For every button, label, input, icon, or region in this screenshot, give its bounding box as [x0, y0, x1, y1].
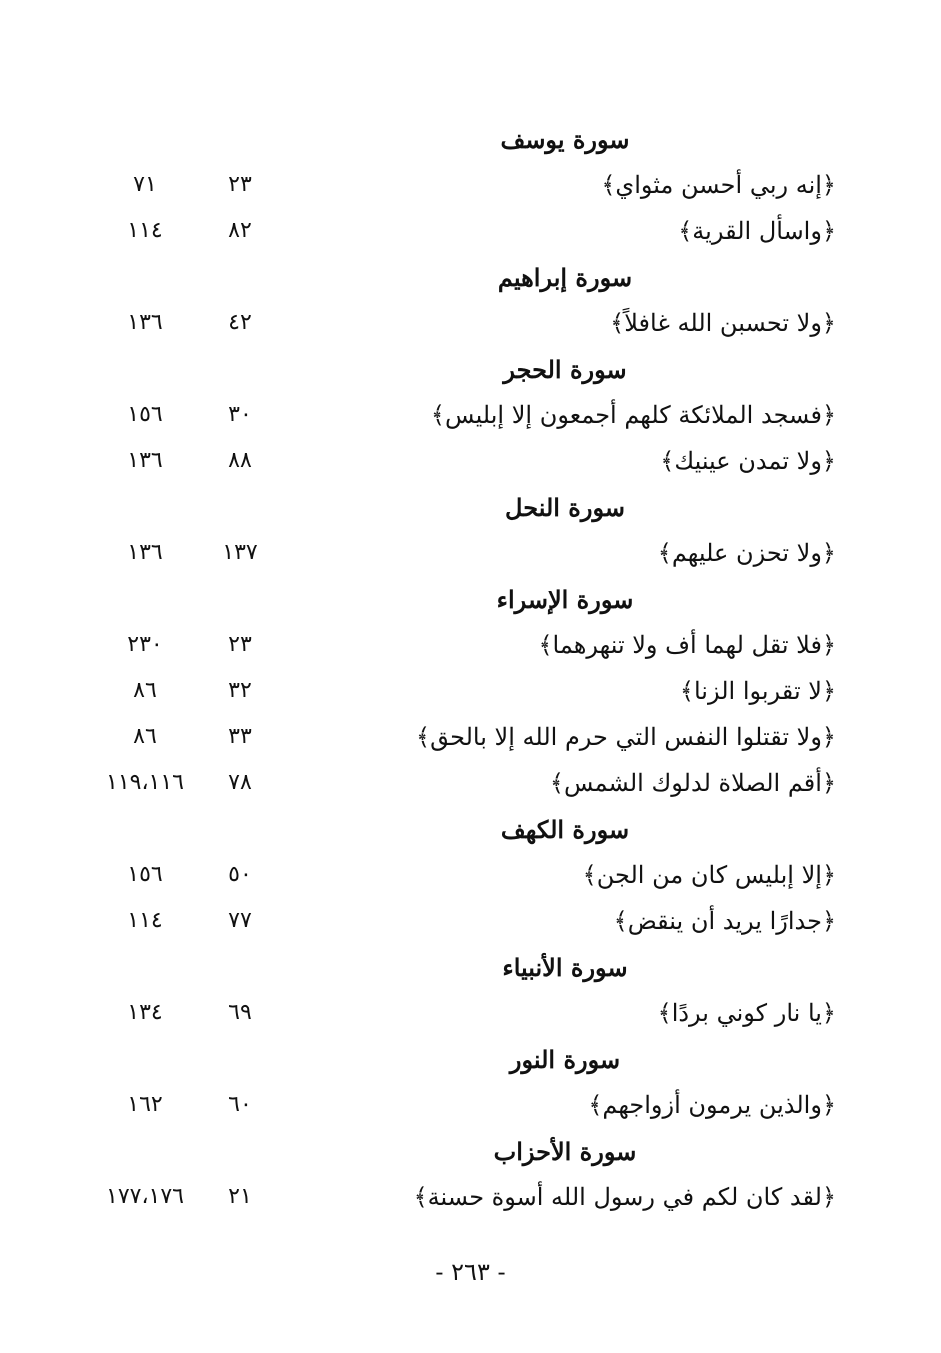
- verse-text: ﴿جدارًا يريد أن ينقض﴾: [613, 907, 836, 935]
- ayah-number: ٧٧: [228, 908, 252, 933]
- page-reference: ١٦٢: [127, 1092, 163, 1117]
- verse-text: ﴿أقم الصلاة لدلوك الشمس﴾: [549, 769, 836, 797]
- page-reference: ١٣٦: [127, 448, 163, 473]
- surah-heading-row: [0, 577, 941, 623]
- surah-heading: سورة يوسف: [500, 125, 630, 154]
- ayah-number: ٨٢: [228, 218, 252, 243]
- verse-entry-row: [0, 623, 941, 669]
- verse-text: ﴿والذين يرمون أزواجهم﴾: [588, 1091, 836, 1119]
- verse-text: ﴿لقد كان لكم في رسول الله أسوة حسنة﴾: [413, 1183, 836, 1211]
- surah-heading: سورة الأنبياء: [502, 953, 628, 982]
- surah-heading: سورة النور: [509, 1045, 621, 1074]
- verse-entry-row: [0, 715, 941, 761]
- verse-entry-row: [0, 761, 941, 807]
- verse-entry-row: [0, 1083, 941, 1129]
- verse-text: ﴿ولا تمدن عينيك﴾: [660, 447, 836, 475]
- surah-heading: سورة الإسراء: [496, 585, 634, 614]
- ayah-number: ٤٢: [228, 310, 252, 335]
- ayah-number: ٥٠: [228, 862, 252, 887]
- page-reference: ١٣٤: [127, 1000, 163, 1025]
- verse-entry-row: [0, 393, 941, 439]
- page-reference: ٢٣٠: [127, 632, 163, 657]
- verse-entry-row: [0, 439, 941, 485]
- verse-entry-row: [0, 163, 941, 209]
- page-reference: ١١٤: [127, 218, 163, 243]
- page-reference: ٨٦: [133, 724, 157, 749]
- verse-text: ﴿يا نار كوني بردًا﴾: [657, 999, 836, 1027]
- surah-heading: سورة الكهف: [500, 815, 630, 844]
- ayah-number: ٢١: [228, 1184, 252, 1209]
- verse-entry-row: [0, 899, 941, 945]
- page-reference: ١١٤: [127, 908, 163, 933]
- page-reference: ١٣٦: [127, 310, 163, 335]
- ayah-number: ٣٢: [228, 678, 252, 703]
- ayah-number: ٦٩: [228, 1000, 252, 1025]
- verse-text: ﴿فسجد الملائكة كلهم أجمعون إلا إبليس﴾: [430, 401, 836, 429]
- page-number: - ٢٦٣ -: [435, 1258, 506, 1286]
- verse-entry-row: [0, 853, 941, 899]
- verse-entry-row: [0, 991, 941, 1037]
- ayah-number: ٣٣: [228, 724, 252, 749]
- ayah-number: ٢٣: [228, 172, 252, 197]
- ayah-number: ٦٠: [228, 1092, 252, 1117]
- verse-text: ﴿لا تقربوا الزنا﴾: [679, 677, 836, 705]
- surah-heading: سورة إبراهيم: [497, 263, 633, 292]
- page-reference: ٨٦: [133, 678, 157, 703]
- surah-heading: سورة النحل: [505, 493, 625, 522]
- ayah-number: ٧٨: [228, 770, 252, 795]
- verse-text: ﴿واسأل القرية﴾: [678, 217, 836, 245]
- page-reference: ١٥٦: [127, 402, 163, 427]
- verse-entry-row: [0, 301, 941, 347]
- verse-text: ﴿فلا تقل لهما أف ولا تنهرهما﴾: [538, 631, 836, 659]
- surah-heading-row: [0, 945, 941, 991]
- verse-text: ﴿ولا تحزن عليهم﴾: [657, 539, 836, 567]
- ayah-number: ٣٠: [228, 402, 252, 427]
- surah-heading-row: [0, 117, 941, 163]
- verse-entry-row: [0, 531, 941, 577]
- page-reference: ٧١: [133, 172, 157, 197]
- surah-heading: سورة الحجر: [503, 355, 627, 384]
- surah-heading: سورة الأحزاب: [493, 1137, 637, 1166]
- verse-text: ﴿ولا تقتلوا النفس التي حرم الله إلا بالحق﴾: [416, 723, 836, 751]
- verse-text: ﴿إنه ربي أحسن مثواي﴾: [601, 171, 836, 199]
- ayah-number: ٢٣: [228, 632, 252, 657]
- verse-entry-row: [0, 209, 941, 255]
- surah-heading-row: [0, 1037, 941, 1083]
- surah-heading-row: [0, 807, 941, 853]
- verse-index-list: [0, 117, 941, 1221]
- surah-heading-row: [0, 1129, 941, 1175]
- page-reference: ١٧٧،١٧٦: [106, 1184, 184, 1209]
- verse-text: ﴿إلا إبليس كان من الجن﴾: [582, 861, 836, 889]
- verse-entry-row: [0, 1175, 941, 1221]
- page-reference: ١٣٦: [127, 540, 163, 565]
- page-reference: ١٥٦: [127, 862, 163, 887]
- verse-entry-row: [0, 669, 941, 715]
- surah-heading-row: [0, 347, 941, 393]
- surah-heading-row: [0, 485, 941, 531]
- ayah-number: ١٣٧: [222, 540, 258, 565]
- verse-text: ﴿ولا تحسبن الله غافلاً﴾: [610, 309, 836, 337]
- surah-heading-row: [0, 255, 941, 301]
- page-reference: ١١٩،١١٦: [106, 770, 184, 795]
- ayah-number: ٨٨: [228, 448, 252, 473]
